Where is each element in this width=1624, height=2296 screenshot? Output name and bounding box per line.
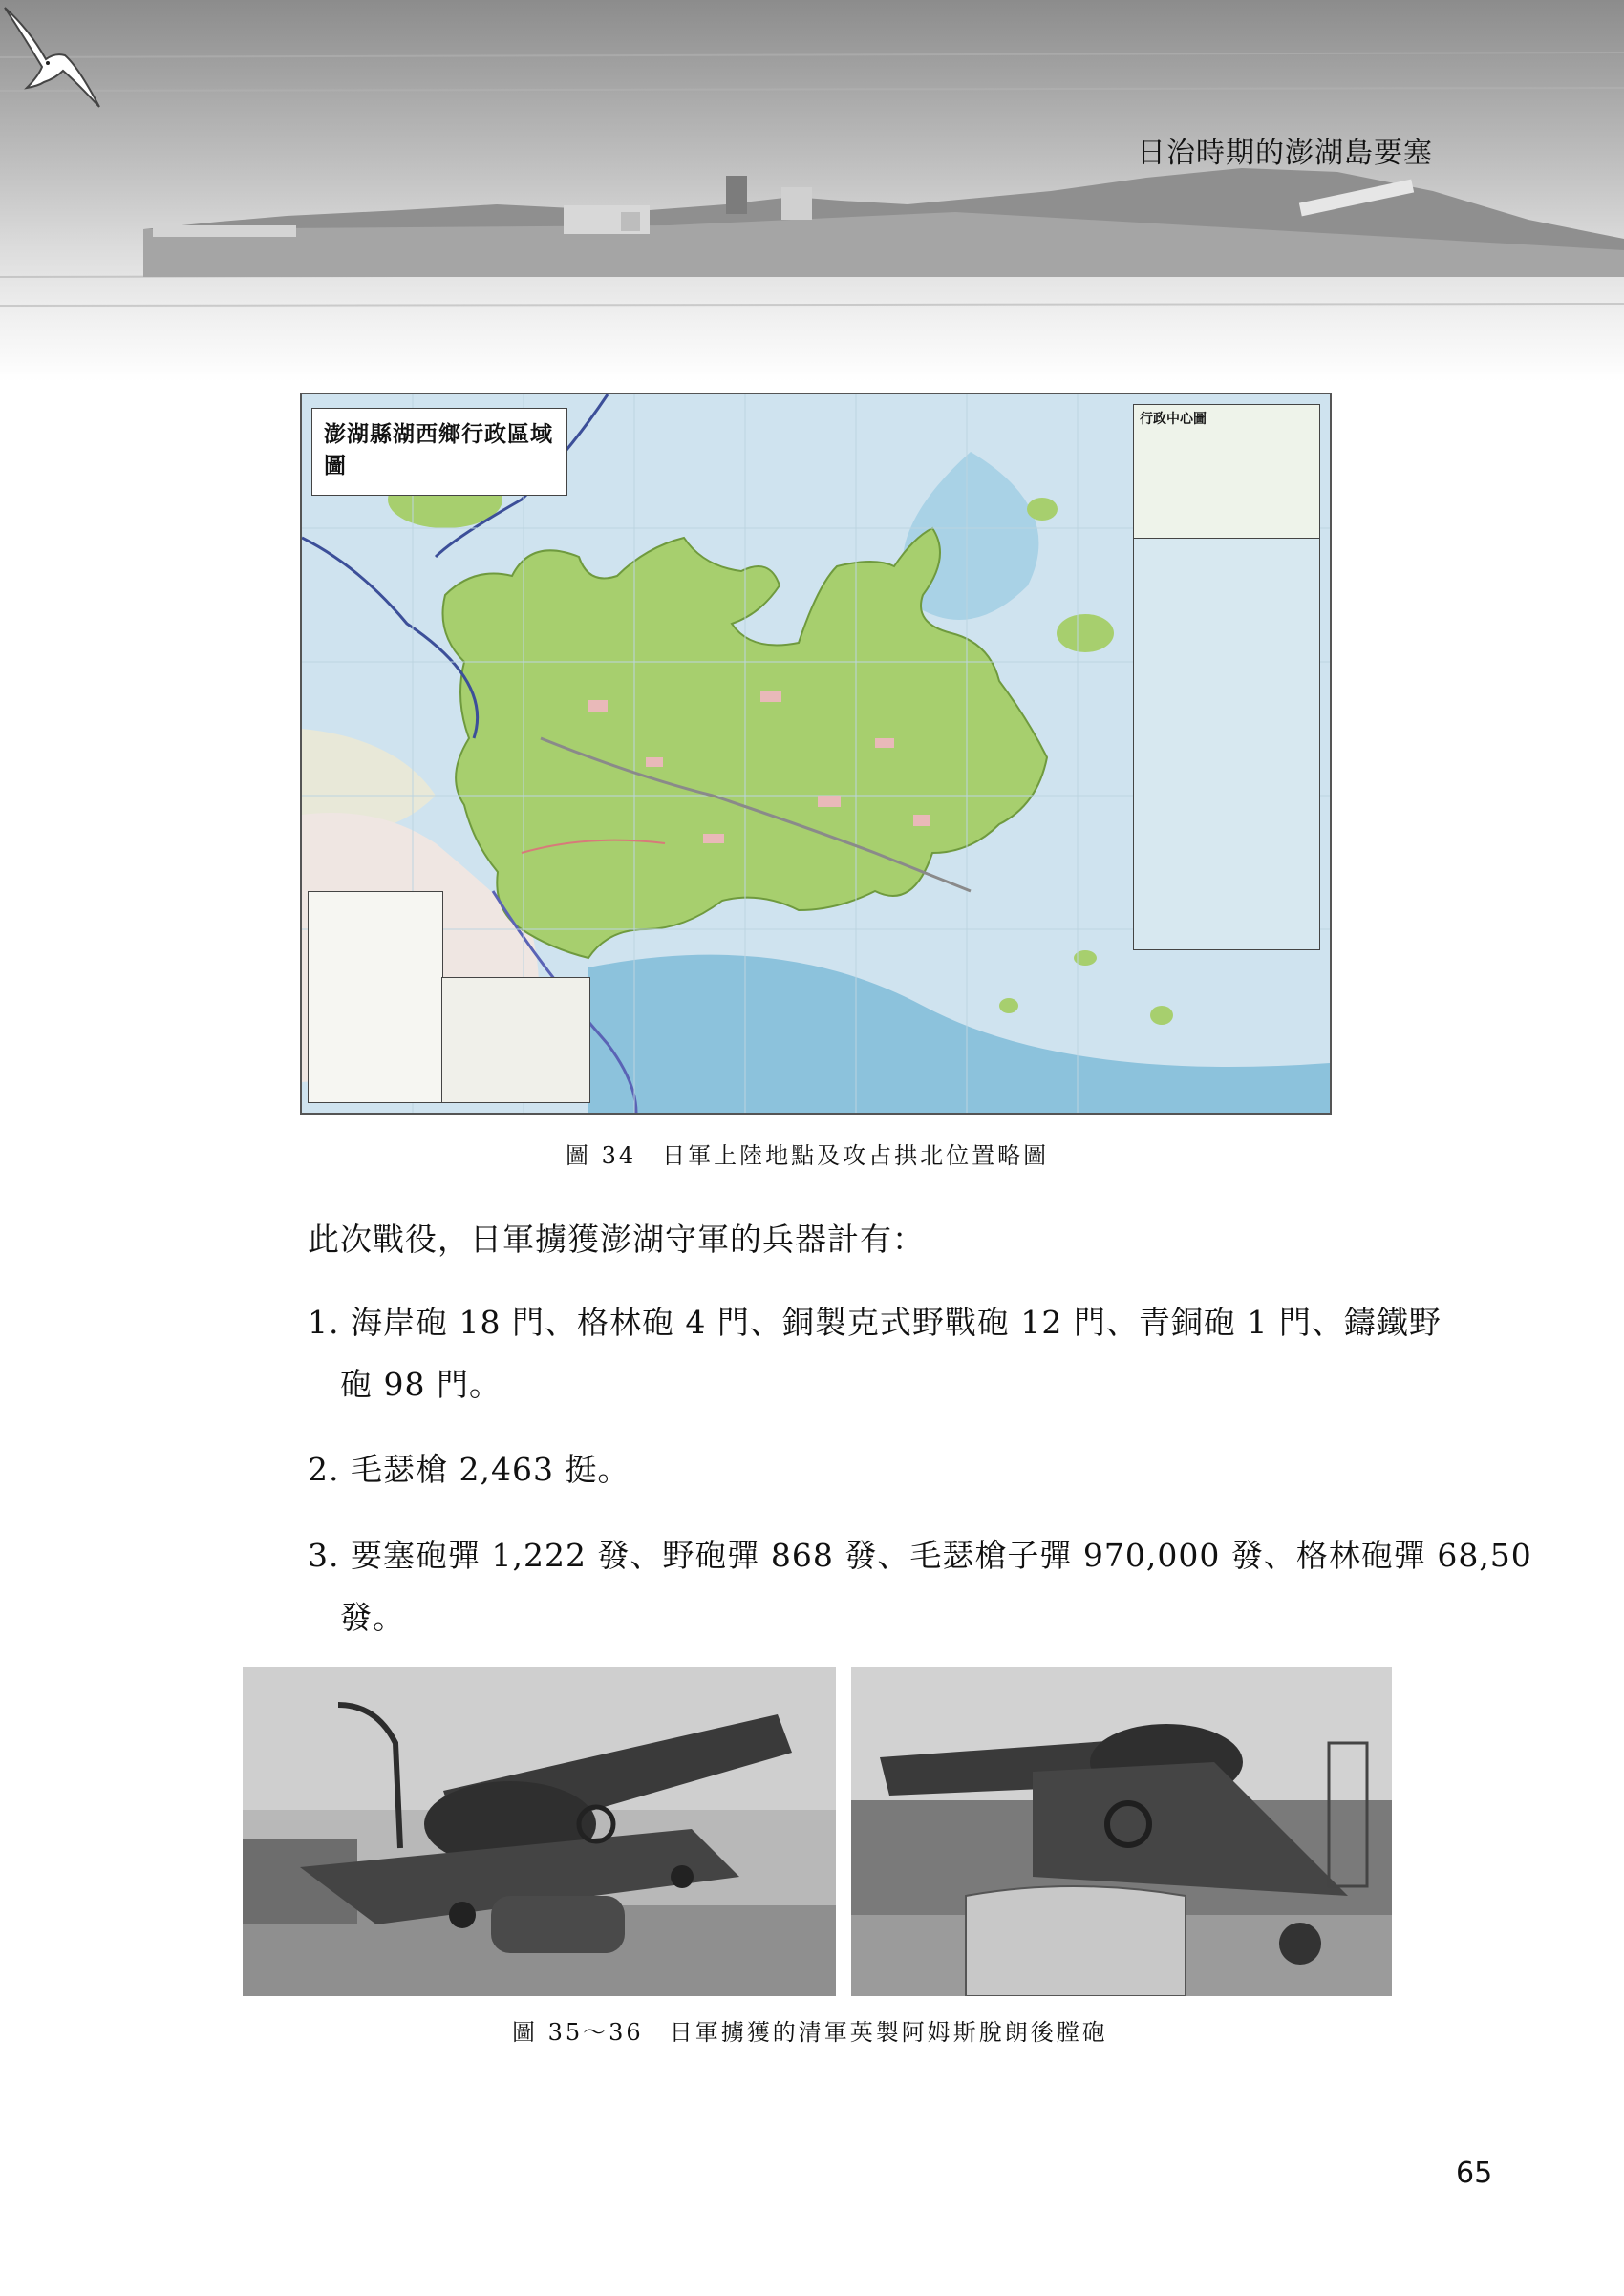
list-item-3-line-2: 發。 <box>340 1599 405 1636</box>
list-item-1-line-2: 砲 98 門。 <box>340 1366 502 1403</box>
map-legend-secondary <box>441 977 590 1103</box>
cannon-illustration-35 <box>243 1667 836 1996</box>
seagull-icon <box>0 0 105 115</box>
running-title: 日治時期的澎湖島要塞 <box>1137 137 1433 170</box>
intro-paragraph: 此次戰役，日軍擄獲澎湖守軍的兵器計有： <box>308 1221 925 1258</box>
map-inset-locator <box>1133 538 1320 950</box>
map-inset-admin-center <box>1133 404 1320 540</box>
map-title-box <box>311 408 567 496</box>
list-item-2: 2. 毛瑟槍 2,463 挺。 <box>308 1451 630 1488</box>
map-legend <box>308 891 443 1103</box>
list-item-1-line-1: 1. 海岸砲 18 門、格林砲 4 門、銅製克式野戰砲 12 門、青銅砲 1 門、鑄鐵野 <box>308 1304 1442 1341</box>
inset-title: 行政中心圖 <box>1140 412 1207 427</box>
figure-35-36-caption: 圖 35～36 日軍擄獲的清軍英製阿姆斯脫朗後膛砲 <box>512 2019 1108 2046</box>
figure-34-caption: 圖 34 日軍上陸地點及攻占拱北位置略圖 <box>566 1142 1050 1169</box>
page-number: 65 <box>1456 2157 1493 2190</box>
figure-35-cannon-photo <box>243 1667 836 1996</box>
cannon-illustration-36 <box>851 1667 1392 1996</box>
map-title: 澎湖縣湖西鄉行政區域圖 <box>324 422 553 478</box>
header-banner <box>0 0 1624 382</box>
list-item-3-line-1: 3. 要塞砲彈 1,222 發、野砲彈 868 發、毛瑟槍子彈 970,000 發、格林砲彈 68,50 <box>308 1537 1532 1574</box>
coastline-photo <box>0 0 1624 382</box>
figure-34-map <box>300 393 1332 1115</box>
figure-36-cannon-photo <box>851 1667 1392 1996</box>
